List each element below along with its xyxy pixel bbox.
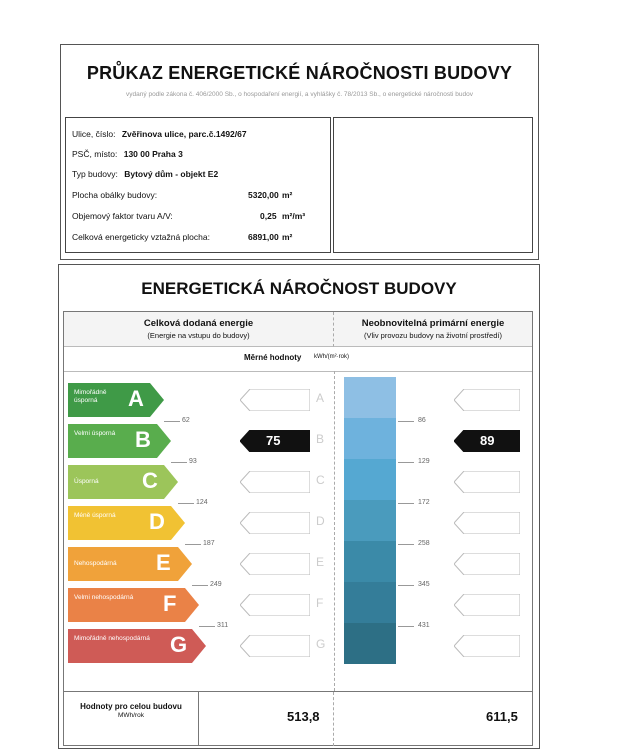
totals-delivered-value: 513,8 <box>287 709 320 724</box>
primary-threshold-line <box>398 421 414 422</box>
class-letter-a: A <box>128 386 144 411</box>
delivered-rating-pointer <box>240 430 310 452</box>
primary-empty-pointer <box>454 512 520 534</box>
primary-empty-pointer <box>454 553 520 575</box>
primary-threshold-value: 129 <box>418 458 430 465</box>
delivered-threshold-line <box>199 626 215 627</box>
primary-empty-pointer <box>454 389 520 411</box>
street-row <box>72 129 247 139</box>
delivered-rating-value: 75 <box>266 433 281 448</box>
class-arrow-d <box>68 506 185 540</box>
delivered-threshold-line <box>171 462 187 463</box>
energy-performance-box <box>58 264 540 749</box>
area-value: 5320,00 <box>248 190 279 200</box>
building-info-box <box>65 117 331 253</box>
primary-threshold-line <box>398 544 414 545</box>
area-label: Plocha obálky budovy: <box>72 190 158 200</box>
delivered-empty-pointer <box>240 594 310 616</box>
column-divider <box>334 371 335 691</box>
totals-delivered-cell <box>199 692 334 746</box>
energy-scale-table <box>63 311 533 746</box>
class-label-a: Mimořádně úsporná <box>74 389 107 404</box>
delivered-empty-pointer <box>240 553 310 575</box>
class-letter-f: F <box>163 591 177 616</box>
factor-value: 0,25 <box>260 211 277 221</box>
delivered-class-ghost-letter: F <box>316 596 324 610</box>
certificate-header-box <box>60 44 539 260</box>
street-value: Zvěřinova ulice, parc.č.1492/67 <box>121 129 247 139</box>
psc-label: PSČ, místo: <box>72 149 118 159</box>
delivered-empty-pointer <box>240 635 310 657</box>
ref-area-label: Celková energeticky vztažná plocha: <box>72 232 210 242</box>
totals-row <box>64 691 532 746</box>
type-value: Bytový dům - objekt E2 <box>124 169 219 179</box>
delivered-class-ghost-letter: B <box>316 432 325 446</box>
primary-threshold-value: 345 <box>418 581 430 588</box>
area-row <box>72 190 322 200</box>
delivered-empty-pointer <box>240 389 310 411</box>
class-label-g: Mimořádně nehospodárná <box>74 635 150 642</box>
ref-area-value: 6891,00 <box>248 232 279 242</box>
scale-area <box>64 371 532 691</box>
delivered-class-ghost-letter: A <box>316 391 325 405</box>
primary-class-block-e <box>344 541 396 582</box>
totals-primary-value: 611,5 <box>486 709 518 724</box>
primary-class-block-f <box>344 582 396 623</box>
class-arrow-a <box>68 383 164 417</box>
delivered-class-ghost-letter: E <box>316 555 325 569</box>
delivered-empty-pointer <box>240 512 310 534</box>
delivered-energy-subtitle: (Energie na vstupu do budovy) <box>147 331 250 340</box>
delivered-class-ghost-letter: C <box>316 473 325 487</box>
ref-area-row <box>72 232 322 242</box>
primary-threshold-value: 86 <box>418 417 426 424</box>
section-title: ENERGETICKÁ NÁROČNOST BUDOVY <box>141 279 457 298</box>
delivered-empty-pointer <box>240 471 310 493</box>
ref-area-unit: m² <box>282 232 293 242</box>
delivered-threshold-line <box>185 544 201 545</box>
specific-values-unit: kWh/(m²·rok) <box>314 354 349 360</box>
class-arrow-c <box>68 465 178 499</box>
class-arrow-g <box>68 629 206 663</box>
factor-unit: m²/m³ <box>282 211 306 221</box>
delivered-energy-title: Celková dodaná energie <box>143 318 254 329</box>
class-letter-b: B <box>135 427 151 452</box>
delivered-threshold-value: 249 <box>210 581 222 588</box>
psc-value: 130 00 Praha 3 <box>123 149 183 159</box>
certificate-subtitle: vydaný podle zákona č. 406/2000 Sb., o hospodaření energií, a vyhlášky č. 78/2013 Sb., o energetické náročnosti budov <box>126 91 473 98</box>
class-label-e: Nehospodárná <box>74 560 117 567</box>
class-letter-d: D <box>149 509 165 534</box>
specific-values-label: Měrné hodnoty <box>244 353 302 362</box>
class-label-d: Méně úsporná <box>74 512 116 519</box>
primary-class-block-b <box>344 418 396 459</box>
totals-label: Hodnoty pro celou budovu <box>80 702 182 711</box>
primary-empty-pointer <box>454 594 520 616</box>
class-letter-e: E <box>156 550 171 575</box>
class-label-b: Velmi úsporná <box>74 430 116 437</box>
class-arrow-b <box>68 424 171 458</box>
primary-threshold-value: 258 <box>418 540 430 547</box>
class-label-c: Úsporná <box>74 478 99 485</box>
class-letter-c: C <box>142 468 158 493</box>
factor-row <box>72 211 322 221</box>
class-label-f: Velmi nehospodárná <box>74 594 134 601</box>
specific-values-row <box>64 347 532 372</box>
primary-energy-subtitle: (Vliv provozu budovy na životní prostředí) <box>364 331 502 340</box>
primary-threshold-line <box>398 462 414 463</box>
photo-placeholder <box>333 117 533 253</box>
primary-class-block-d <box>344 500 396 541</box>
totals-label-cell <box>64 692 199 746</box>
primary-class-block-g <box>344 623 396 664</box>
type-row <box>72 169 218 179</box>
totals-primary-cell <box>334 692 532 746</box>
delivered-class-ghost-letter: G <box>316 637 326 651</box>
psc-row <box>72 149 183 159</box>
delivered-threshold-line <box>192 585 208 586</box>
class-letter-g: G <box>170 632 188 657</box>
primary-threshold-line <box>398 585 414 586</box>
primary-energy-header <box>334 312 532 347</box>
primary-class-block-c <box>344 459 396 500</box>
delivered-threshold-value: 62 <box>182 417 190 424</box>
class-arrow-e <box>68 547 192 581</box>
primary-empty-pointer <box>454 635 520 657</box>
delivered-threshold-value: 124 <box>196 499 208 506</box>
primary-rating-pointer <box>454 430 520 452</box>
delivered-energy-header <box>64 312 334 347</box>
primary-energy-title: Neobnovitelná primární energie <box>361 318 505 329</box>
totals-unit: MWh/rok <box>118 712 144 719</box>
primary-threshold-value: 172 <box>418 499 430 506</box>
primary-threshold-line <box>398 503 414 504</box>
delivered-threshold-line <box>164 421 180 422</box>
delivered-class-ghost-letter: D <box>316 514 325 528</box>
delivered-threshold-value: 311 <box>217 622 229 629</box>
delivered-threshold-value: 93 <box>189 458 197 465</box>
type-label: Typ budovy: <box>72 169 118 179</box>
street-label: Ulice, číslo: <box>72 129 116 139</box>
delivered-threshold-value: 187 <box>203 540 215 547</box>
primary-rating-value: 89 <box>480 433 495 448</box>
primary-class-block-a <box>344 377 396 418</box>
primary-empty-pointer <box>454 471 520 493</box>
area-unit: m² <box>282 190 293 200</box>
certificate-title: PRŮKAZ ENERGETICKÉ NÁROČNOSTI BUDOVY <box>86 63 513 83</box>
primary-threshold-line <box>398 626 414 627</box>
class-arrow-f <box>68 588 199 622</box>
delivered-threshold-line <box>178 503 194 504</box>
primary-threshold-value: 431 <box>418 622 430 629</box>
factor-label: Objemový faktor tvaru A/V: <box>72 211 173 221</box>
